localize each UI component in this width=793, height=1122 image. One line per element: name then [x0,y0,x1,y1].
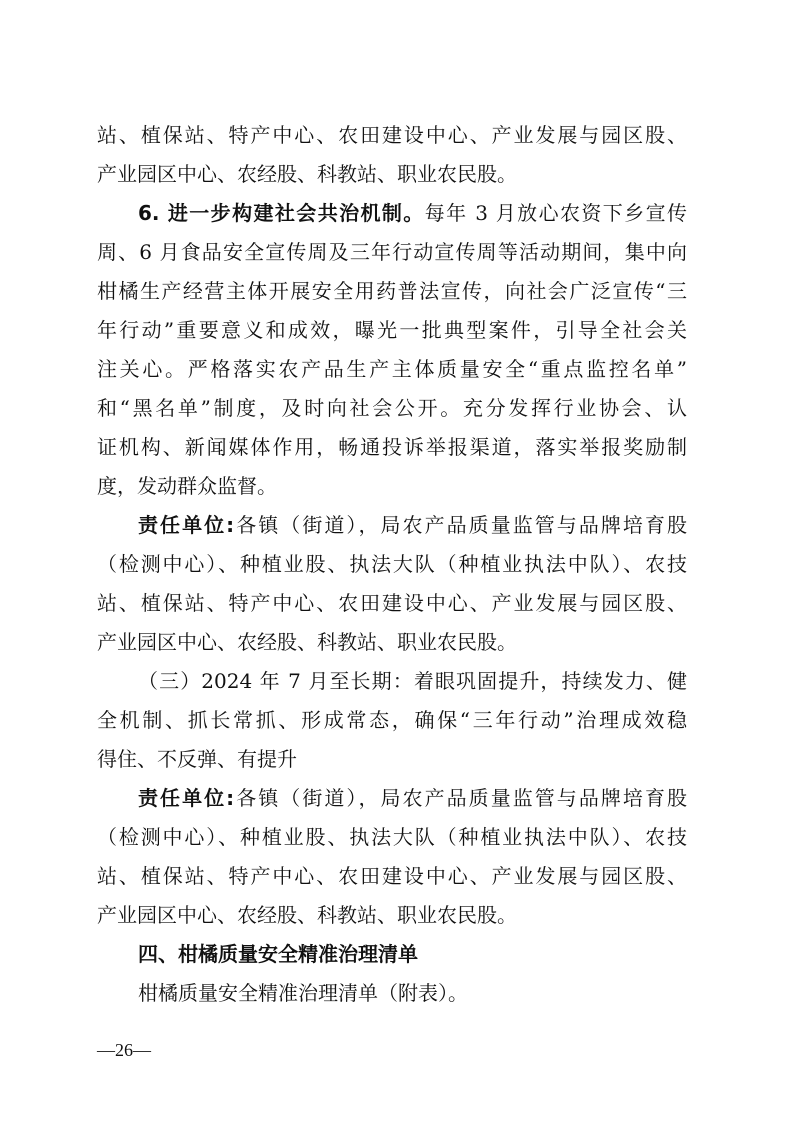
text-run: 各镇（街道），局农产品质量监管与品牌培育股 [234,513,688,537]
text-line: （检测中心）、种植业股、执法大队（种植业执法中队）、农技 [97,552,687,576]
text-line: 柑橘质量安全精准治理清单（附表）。 [138,981,468,1005]
paragraph-first-line [138,784,687,812]
text-line: 全机制、抓长常抓、形成常态，确保“三年行动”治理成效稳 [97,708,687,732]
text-run: 每年 3 月放心农资下乡宣传 [424,201,687,225]
text-line: 周、6 月食品安全宣传周及三年行动宣传周等活动期间，集中向 [97,240,687,264]
text-line: 柑橘生产经营主体开展安全用药普法宣传，向社会广泛宣传“三 [97,279,687,303]
text-line: 产业园区中心、农经股、科教站、职业农民股。 [97,630,517,654]
text-line: 产业园区中心、农经股、科教站、职业农民股。 [97,162,517,186]
text-run: 各镇（街道），局农产品质量监管与品牌培育股 [234,786,688,810]
section-heading: 四、柑橘质量安全精准治理清单 [138,942,418,966]
responsibility-label: 责任单位: [138,513,235,537]
page-number: —26— [97,1040,151,1060]
text-line: 和“黑名单”制度，及时向社会公开。充分发挥行业协会、认 [97,396,687,420]
text-line: 度，发动群众监督。 [97,474,277,498]
text-line: 站、植保站、特产中心、农田建设中心、产业发展与园区股、 [97,591,687,615]
paragraph-first-line [138,199,687,227]
paragraph-first-line: （三）2024 年 7 月至长期：着眼巩固提升，持续发力、健 [138,669,687,693]
text-line: 站、植保站、特产中心、农田建设中心、产业发展与园区股、 [97,864,687,888]
text-line: 证机构、新闻媒体作用，畅通投诉举报渠道，落实举报奖励制 [97,435,687,459]
paragraph-first-line [138,511,687,539]
text-line: 得住、不反弹、有提升 [97,747,297,771]
text-line: （检测中心）、种植业股、执法大队（种植业执法中队）、农技 [97,825,687,849]
text-line: 注关心。严格落实农产品生产主体质量安全“重点监控名单” [97,357,687,381]
text-line: 年行动”重要意义和成效，曝光一批典型案件，引导全社会关 [97,318,687,342]
responsibility-label: 责任单位: [138,786,235,810]
section-title: 6. 进一步构建社会共治机制。 [138,201,425,225]
text-line: 产业园区中心、农经股、科教站、职业农民股。 [97,903,517,927]
text-line: 站、植保站、特产中心、农田建设中心、产业发展与园区股、 [97,123,687,147]
